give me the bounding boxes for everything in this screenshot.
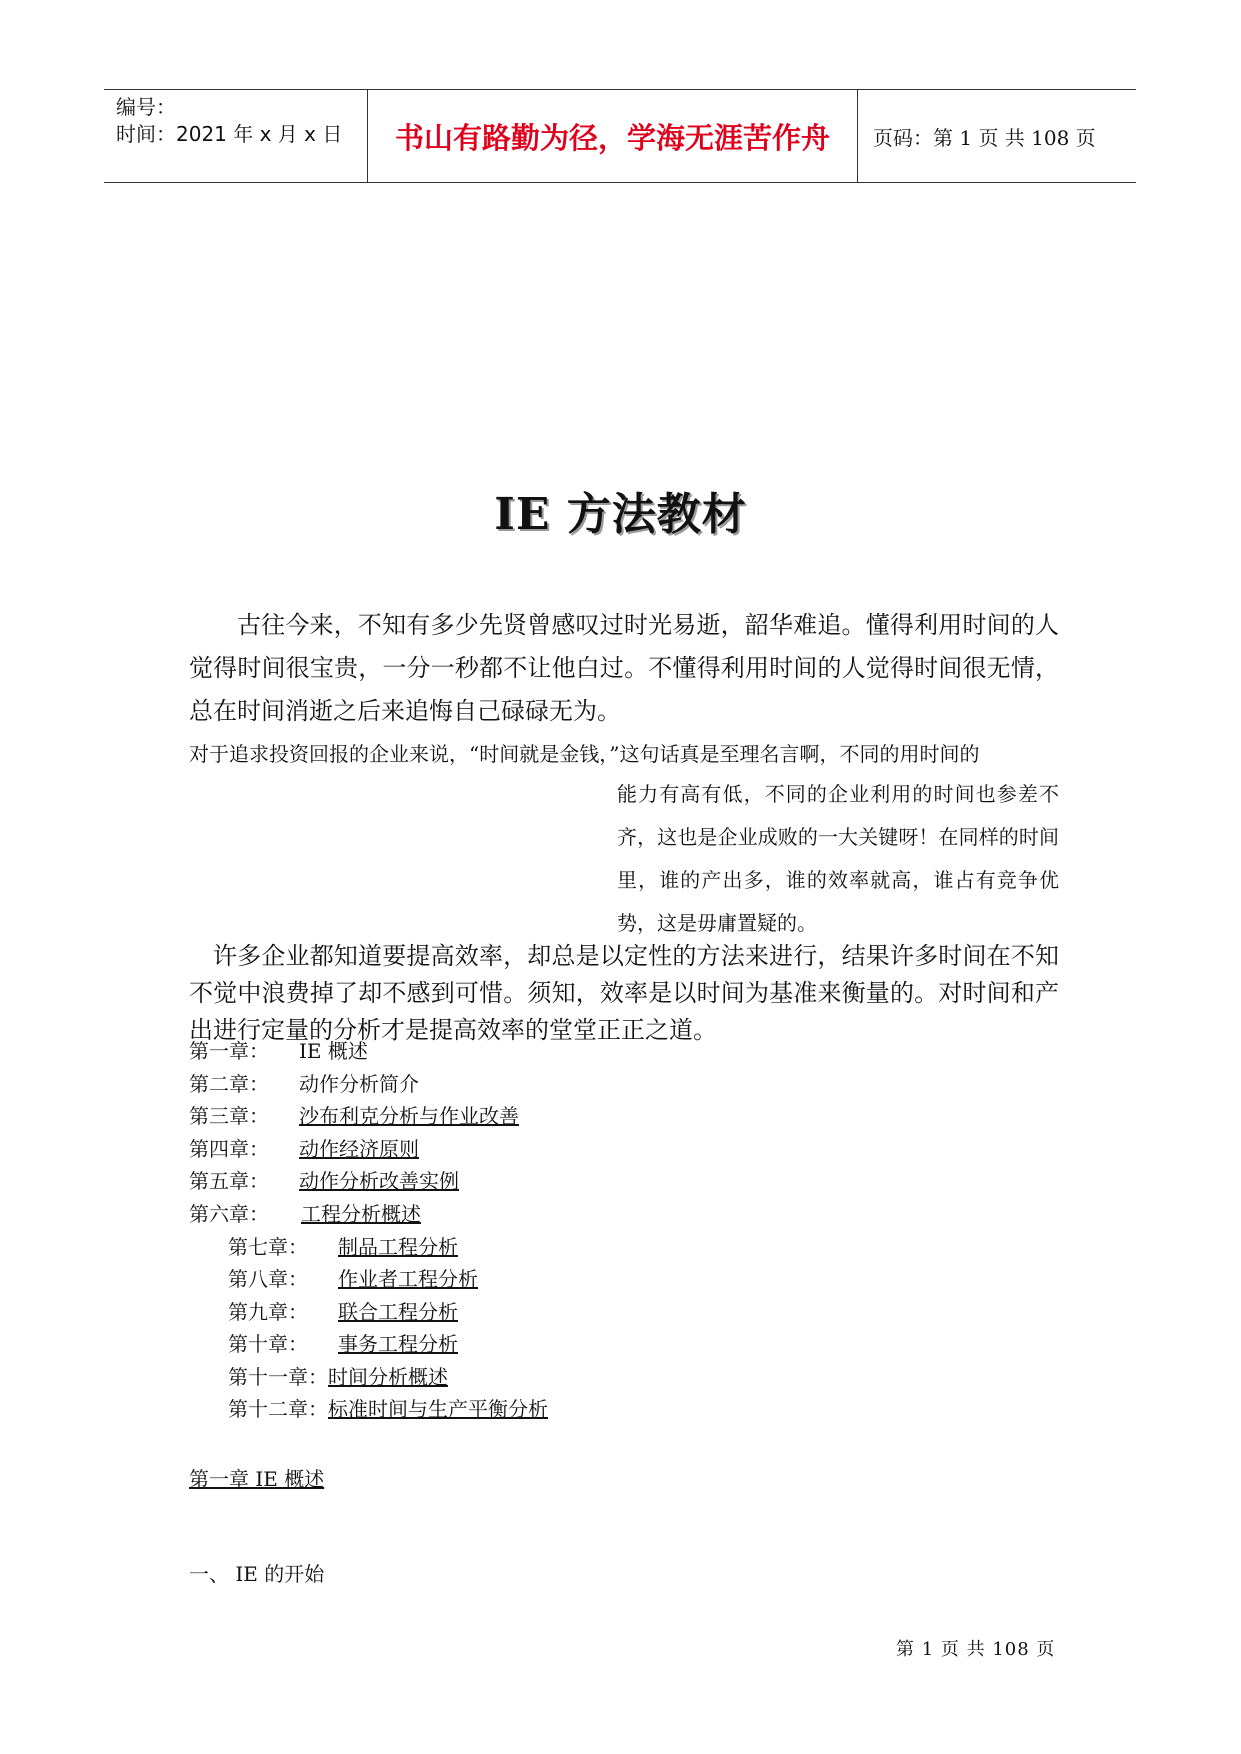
toc-item-12[interactable] xyxy=(228,1393,548,1422)
toc-item-6[interactable] xyxy=(189,1198,421,1227)
toc-chapter-title: 标准时间与生产平衡分析 xyxy=(328,1397,548,1421)
subsection-heading: 一、 IE 的开始 xyxy=(189,1562,325,1586)
toc-chapter-label: 第十二章： xyxy=(228,1397,328,1421)
investment-paragraph-rest: 能力有高有低，不同的企业利用的时间也参差不齐，这也是企业成败的一大关键呀！在同样的时间里，谁的产出多，谁的效率就高，谁占有竞争优势，这是毋庸置疑的。 xyxy=(617,782,1059,935)
toc-item-2[interactable] xyxy=(189,1068,419,1097)
toc-chapter-label: 第十章： xyxy=(228,1332,308,1356)
toc-chapter-title: 制品工程分析 xyxy=(338,1235,458,1259)
number-label: 编号： xyxy=(116,95,176,119)
toc-chapter-label: 第十一章： xyxy=(228,1365,328,1389)
toc-chapter-label: 第九章： xyxy=(228,1300,308,1324)
toc-chapter-label: 第六章： xyxy=(189,1202,269,1226)
toc-chapter-title: 事务工程分析 xyxy=(338,1332,458,1356)
toc-chapter-title: 沙布利克分析与作业改善 xyxy=(299,1104,519,1128)
toc-item-5[interactable] xyxy=(189,1165,459,1194)
intro-paragraph: 古往今来，不知有多少先贤曾感叹过时光易逝，韶华难追。懂得利用时间的人觉得时间很宝贵，一分一秒都不让他白过。不懂得利用时间的人觉得时间很无情，总在时间消逝之后来追悔自己碌碌无为。 xyxy=(189,611,1059,725)
toc-chapter-label: 第五章： xyxy=(189,1169,269,1193)
header-page-info: 页码：第 1 页 共 108 页 xyxy=(873,125,1096,150)
toc-item-3[interactable] xyxy=(189,1100,519,1129)
toc-chapter-title: 作业者工程分析 xyxy=(338,1267,478,1291)
toc-item-1[interactable] xyxy=(189,1035,368,1064)
toc-chapter-title: 动作经济原则 xyxy=(299,1137,419,1161)
toc-item-11[interactable] xyxy=(228,1361,448,1390)
toc-chapter-label: 第一章： xyxy=(189,1039,269,1063)
toc-chapter-label: 第二章： xyxy=(189,1072,269,1096)
toc-item-10[interactable] xyxy=(228,1328,458,1357)
toc-chapter-title: 联合工程分析 xyxy=(338,1300,458,1324)
toc-chapter-label: 第八章： xyxy=(228,1267,308,1291)
toc-item-7[interactable] xyxy=(228,1231,458,1260)
toc-chapter-title: 动作分析改善实例 xyxy=(299,1169,459,1193)
toc-item-4[interactable] xyxy=(189,1133,419,1162)
page-footer: 第 1 页 共 108 页 xyxy=(896,1639,1056,1660)
toc-chapter-label: 第四章： xyxy=(189,1137,269,1161)
toc-item-8[interactable] xyxy=(228,1263,478,1292)
chapter-heading[interactable]: 第一章 IE 概述 xyxy=(189,1467,325,1491)
toc-chapter-label: 第三章： xyxy=(189,1104,269,1128)
document-title: IE 方法教材 xyxy=(494,489,747,540)
efficiency-paragraph: 许多企业都知道要提高效率，却总是以定性的方法来进行，结果许多时间在不知不觉中浪费掉了却不感到可惜。须知，效率是以时间为基准来衡量的。对时间和产出进行定量的分析才是提高效率的堂堂正正之道。 xyxy=(189,942,1059,1044)
investment-paragraph-first-line: 对于追求投资回报的企业来说，“时间就是金钱，”这句话真是至理名言啊，不同的用时间的 xyxy=(189,742,980,766)
page-header xyxy=(104,89,1136,183)
toc-chapter-title: 工程分析概述 xyxy=(301,1202,421,1226)
header-meta-cell xyxy=(104,90,368,182)
header-motto: 书山有路勤为径，学海无涯苦作舟 xyxy=(368,90,858,182)
toc-chapter-title: 时间分析概述 xyxy=(328,1365,448,1389)
toc-chapter-title: IE 概述 xyxy=(299,1039,368,1063)
toc-chapter-title: 动作分析简介 xyxy=(299,1072,419,1096)
time-label: 时间：2021 年 x 月 x 日 xyxy=(116,122,343,146)
toc-chapter-label: 第七章： xyxy=(228,1235,308,1259)
toc-item-9[interactable] xyxy=(228,1296,458,1325)
